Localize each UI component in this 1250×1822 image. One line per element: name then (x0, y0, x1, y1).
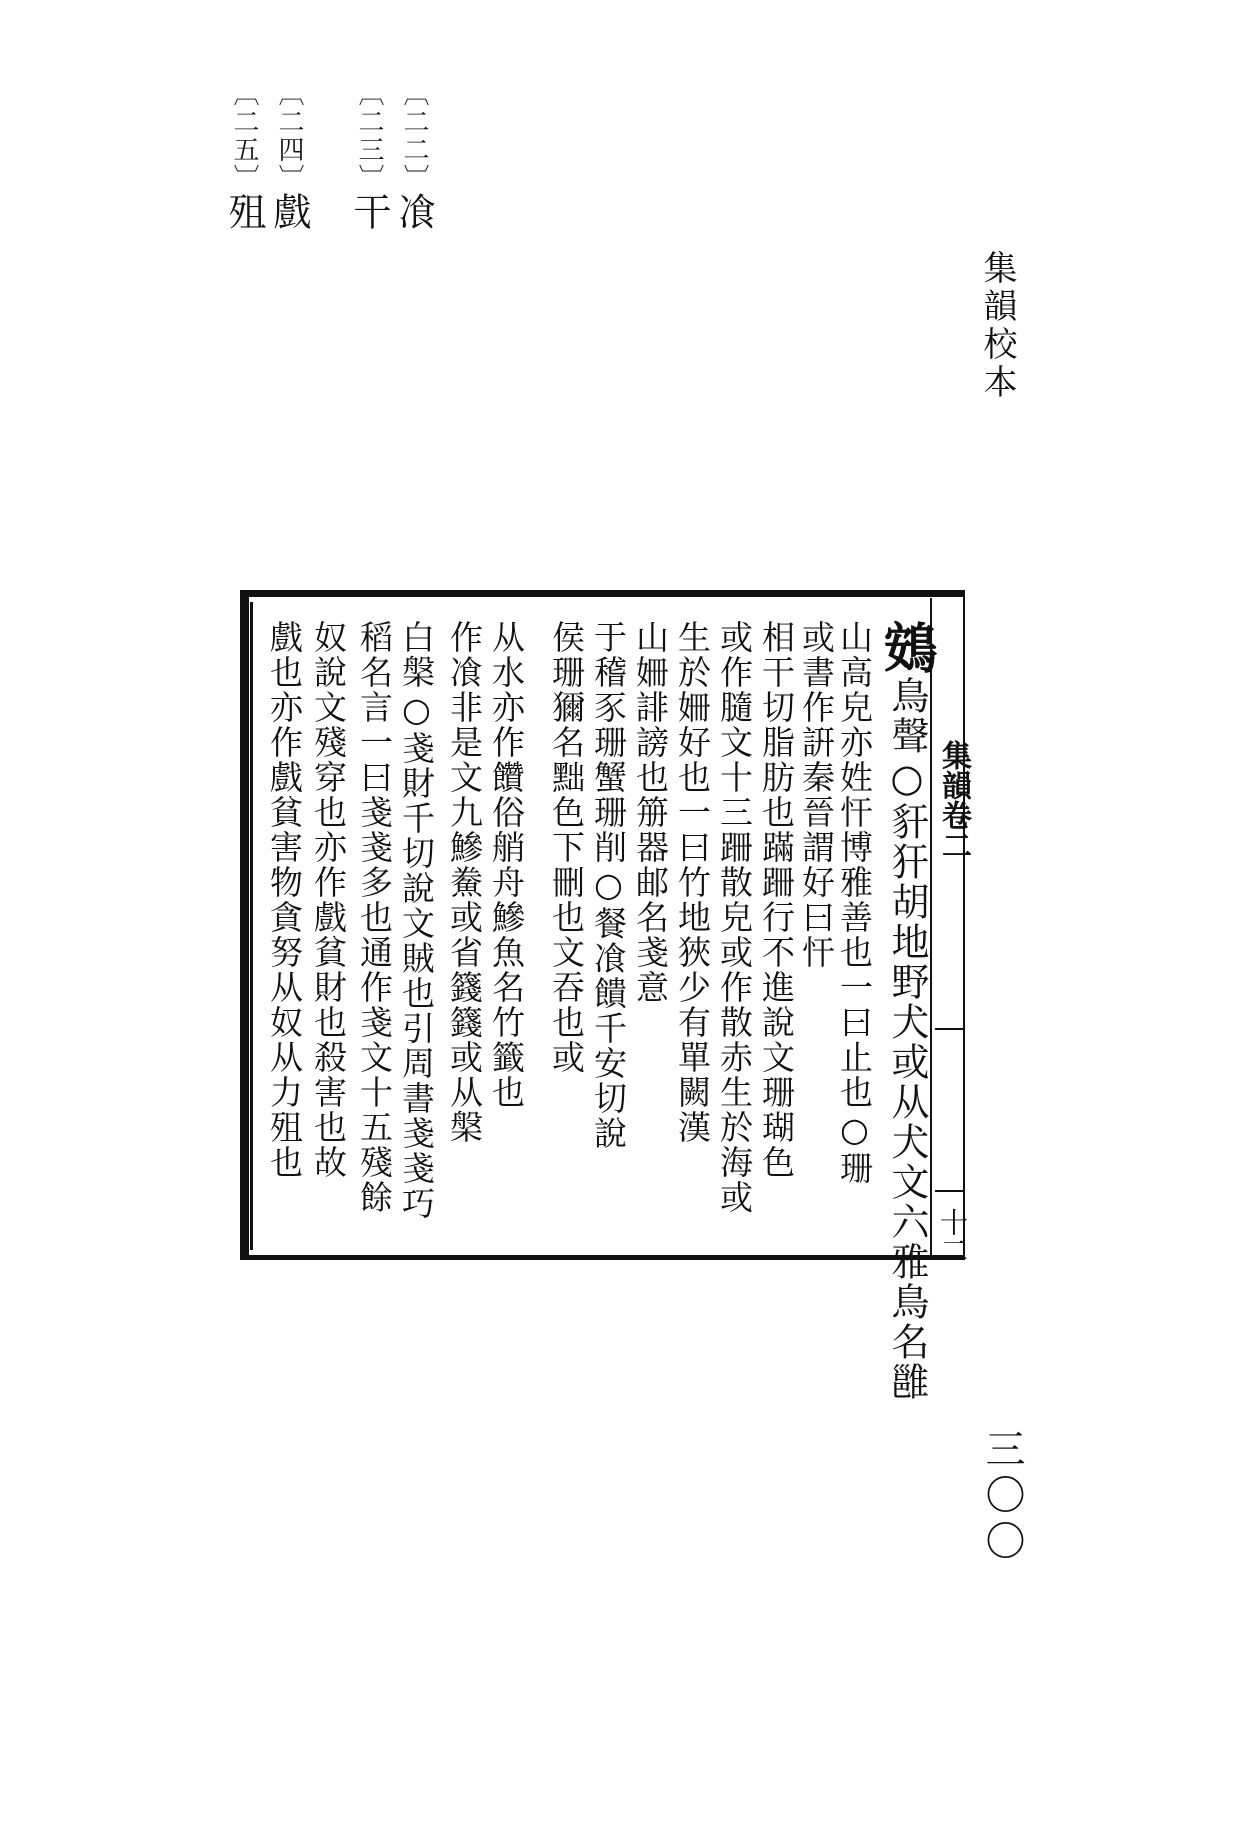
note-item (267, 80, 311, 232)
column-text: 相干切脂肪也蹣跚行不進說文珊瑚色 (757, 620, 796, 1180)
fold-tick (935, 1028, 963, 1030)
note-text: 戲 (267, 192, 311, 232)
text-column (875, 620, 939, 1402)
text-column (309, 620, 348, 1180)
column-text: 或書作詽秦晉謂好曰忓 (797, 620, 836, 970)
note-number: 〔二二〕 (399, 80, 429, 192)
column-text: 山高皃亦姓忓博雅善也一曰止也○珊 (835, 620, 874, 1186)
text-column (397, 620, 436, 1221)
text-column (265, 620, 304, 1180)
fold-page-number: 十二 (936, 1208, 969, 1264)
text-column (487, 620, 526, 1110)
headword: 鴳 (875, 620, 939, 676)
column-text: 鳥聲○豻犴胡地野犬或从犬文六雅鳥名雝 (885, 676, 929, 1402)
column-text: 山姍誹謗也笧器邮名戔意 (631, 620, 670, 1005)
text-column (355, 620, 394, 1215)
note-item (222, 80, 266, 232)
text-column (797, 620, 836, 970)
column-text: 戲也亦作戲貧害物貪努从奴从力殂也 (265, 620, 304, 1180)
column-text: 生於姍好也一曰竹地狹少有單闕漢 (673, 620, 712, 1145)
note-text: 干 (347, 192, 391, 232)
book-title: 集韻校本 (977, 250, 1017, 402)
text-column (445, 620, 484, 1145)
column-text: 白槃○戔財千切說文賊也引周書戔戔巧 (397, 620, 436, 1221)
note-item (347, 80, 391, 232)
page-number: 三〇〇 (979, 1428, 1025, 1566)
note-number: 〔二五〕 (229, 80, 259, 192)
column-text: 稻名言一曰戔戔多也通作戔文十五殘餘 (355, 620, 394, 1215)
column-text: 于稽豕珊蟹珊削○餐飡饋千安切說 (589, 620, 628, 1151)
text-column (757, 620, 796, 1180)
note-text: 飡 (392, 192, 436, 232)
text-column (589, 620, 628, 1151)
text-column (715, 620, 754, 1215)
note-text: 殂 (222, 192, 266, 232)
note-item (392, 80, 436, 232)
fold-column (930, 598, 971, 1256)
note-number: 〔二四〕 (274, 80, 304, 192)
text-column (547, 620, 586, 1075)
text-column (631, 620, 670, 1005)
column-text: 从水亦作饡俗艄舟鰺魚名竹籤也 (487, 620, 526, 1110)
column-text: 奴說文殘穿也亦作戲貧財也殺害也故 (309, 620, 348, 1180)
column-text: 侯珊獮名黜色下刪也文吞也或 (547, 620, 586, 1075)
column-text: 或作膸文十三跚散皃或作散赤生於海或 (715, 620, 754, 1215)
fold-title: 集韻卷二 (936, 740, 971, 860)
note-number: 〔二三〕 (354, 80, 384, 192)
inner-rule (250, 602, 253, 1250)
column-text: 作飡非是文九鰺鮝或省籛籛或从槃 (445, 620, 484, 1145)
fold-tick (935, 1190, 963, 1192)
text-column (835, 620, 874, 1186)
text-column (673, 620, 712, 1145)
